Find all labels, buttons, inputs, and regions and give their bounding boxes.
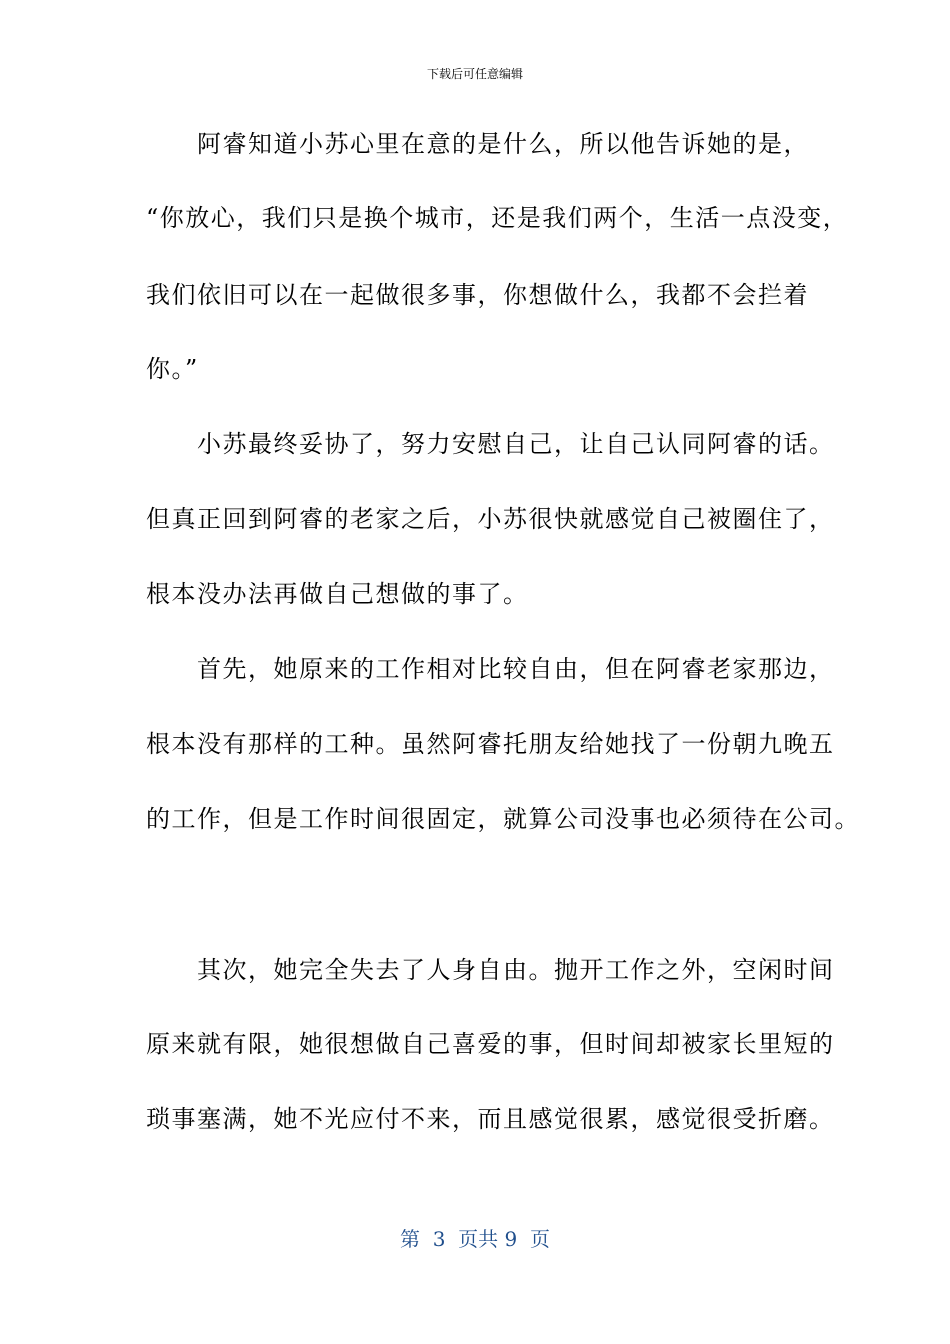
text-line: 琐事塞满，她不光应付不来，而且感觉很累，感觉很受折磨。 xyxy=(146,1105,835,1133)
text-line: “你放心，我们只是换个城市，还是我们两个，生活一点没变， xyxy=(146,204,849,232)
text-line: 阿睿知道小苏心里在意的是什么，所以他告诉她的是， xyxy=(146,130,809,158)
page-header-note: 下载后可任意编辑 xyxy=(426,67,523,81)
text-line: 原来就有限，她很想做自己喜爱的事，但时间却被家长里短的 xyxy=(146,1030,835,1058)
page-number: 第 3 页共 9 页 xyxy=(400,1227,550,1251)
text-line: 我们依旧可以在一起做很多事，你想做什么，我都不会拦着 xyxy=(146,281,809,309)
text-line: 你。” xyxy=(146,355,199,383)
text-line: 其次，她完全失去了人身自由。抛开工作之外，空闲时间 xyxy=(146,956,835,984)
text-line: 的工作，但是工作时间很固定，就算公司没事也必须待在公司。 xyxy=(146,805,860,833)
text-line: 根本没有那样的工种。虽然阿睿托朋友给她找了一份朝九晚五 xyxy=(146,730,835,758)
text-line: 根本没办法再做自己想做的事了。 xyxy=(146,580,529,608)
text-line: 但真正回到阿睿的老家之后，小苏很快就感觉自己被圈住了， xyxy=(146,505,835,533)
text-line: 小苏最终妥协了，努力安慰自己，让自己认同阿睿的话。 xyxy=(146,430,835,458)
text-line: 首先，她原来的工作相对比较自由，但在阿睿老家那边， xyxy=(146,655,835,683)
